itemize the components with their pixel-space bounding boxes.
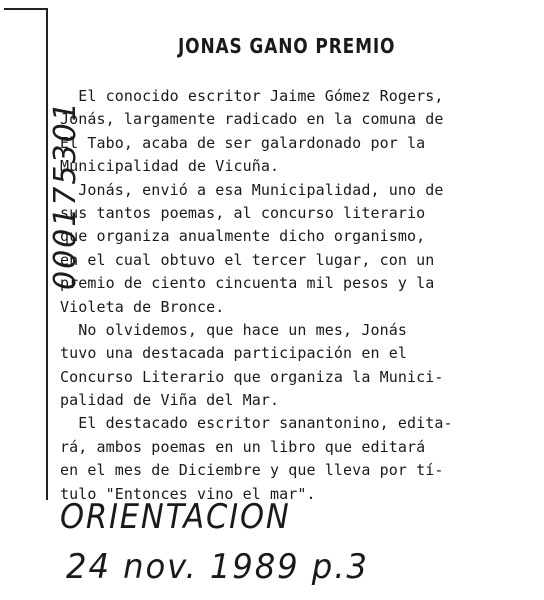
- body-line: premio de ciento cincuenta mil pesos y la: [60, 274, 435, 293]
- body-line: rá, ambos poemas en un libro que editará: [60, 437, 426, 456]
- body-line: Jonás, envió a esa Municipalidad, uno de: [60, 180, 444, 199]
- body-line: tuvo una destacada participación en el: [60, 344, 407, 363]
- body-line: Violeta de Bronce.: [60, 297, 225, 316]
- body-line: El conocido escritor Jaime Gómez Rogers,: [60, 87, 444, 105]
- body-line: sus tantos poemas, al concurso literario: [60, 203, 426, 222]
- archive-stamp: 000175301: [48, 100, 83, 290]
- body-line: palidad de Viña del Mar.: [60, 391, 280, 410]
- article-body: [60, 85, 520, 506]
- body-line: tulo "Entonces vino el mar".: [60, 484, 316, 503]
- body-line: No olvidemos, que hace un mes, Jonás: [60, 320, 407, 339]
- article-title: JONAS GANO PREMIO: [178, 34, 396, 58]
- body-line: Jonás, largamente radicado en la comuna de: [60, 110, 444, 129]
- body-line: en el mes de Diciembre y que lleva por tí-: [60, 461, 444, 480]
- body-line: El destacado escritor sanantonino, edita-: [60, 414, 453, 433]
- body-line: Concurso Literario que organiza la Munici-: [60, 367, 444, 386]
- body-line: que organiza anualmente dicho organismo,: [60, 227, 426, 246]
- left-margin-border: [4, 8, 48, 500]
- body-line: en el cual obtuvo el tercer lugar, con un: [60, 250, 435, 269]
- body-line: Municipalidad de Vicuña.: [60, 157, 280, 176]
- body-line: El Tabo, acaba de ser galardonado por la: [60, 133, 426, 152]
- handwritten-source: ORIENTACION: [60, 497, 291, 537]
- handwritten-date-page: 24 nov. 1989 p.3: [66, 547, 369, 587]
